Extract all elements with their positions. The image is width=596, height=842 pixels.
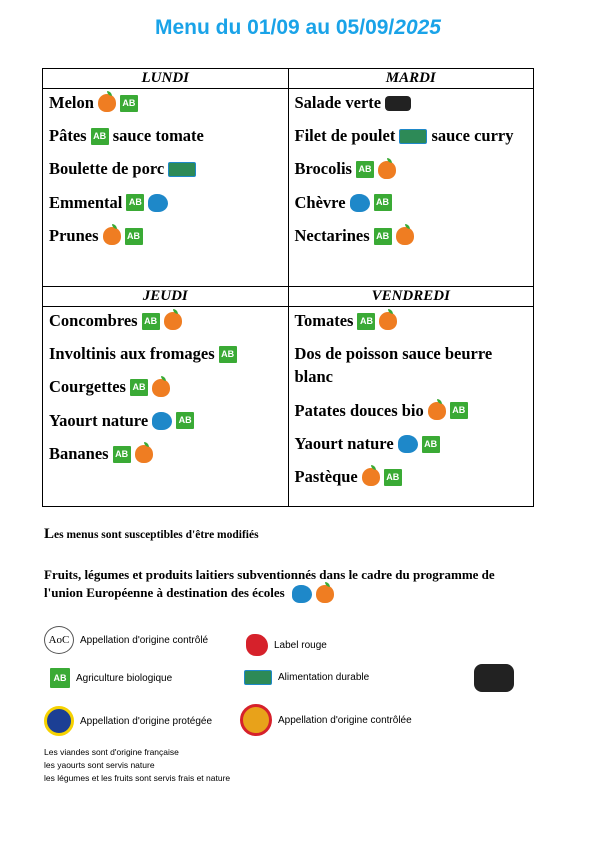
title-dates: Menu du 01/09 au 05/09/	[155, 16, 395, 39]
legend-aoc2: Appellation d'origine contrôlée	[240, 704, 412, 736]
menu-item: Filet de poulet sauce curry	[294, 126, 514, 146]
menu-item: Boulette de porc	[49, 157, 282, 180]
ab-icon: AB	[384, 469, 402, 486]
fruit-icon	[362, 468, 380, 486]
menu-item: Chèvre AB	[295, 191, 528, 214]
menu-item: Melon AB	[49, 91, 282, 114]
menu-item: Pâtes AB sauce tomate	[49, 126, 204, 146]
fruit-icon	[164, 312, 182, 330]
fruit-icon	[152, 379, 170, 397]
local-product-icon	[385, 96, 411, 111]
fruit-icon	[379, 312, 397, 330]
ab-icon: AB	[91, 128, 109, 145]
ab-icon: AB	[422, 436, 440, 453]
durable-icon	[168, 162, 196, 177]
durable-icon	[399, 129, 427, 144]
aoc-seal-icon	[240, 704, 272, 736]
footer-notes: Les viandes sont d'origine française les yaourts sont servis nature les légumes et les fruits sont servis frais et nature	[44, 747, 231, 783]
fruit-icon	[98, 94, 116, 112]
ab-icon: AB	[219, 346, 237, 363]
menu-item: Yaourt nature AB	[49, 409, 282, 432]
fruit-icon	[103, 227, 121, 245]
ab-icon: AB	[374, 194, 392, 211]
day-header-lundi: LUNDI	[43, 69, 289, 89]
menu-item: Brocolis AB	[295, 157, 528, 180]
ab-icon: AB	[176, 412, 194, 429]
day-cell-lundi	[43, 89, 288, 261]
day-header-vendredi: VENDREDI	[288, 287, 534, 307]
menu-item: Dos de poisson sauce beurre blanc	[294, 344, 493, 387]
aoc-icon: AoC	[44, 626, 74, 654]
legend-durable: Alimentation durable	[244, 670, 369, 685]
ab-icon: AB	[125, 228, 143, 245]
fruit-icon	[135, 445, 153, 463]
ab-icon: AB	[126, 194, 144, 211]
legend-label-rouge: Label rouge	[246, 634, 327, 656]
ab-icon: AB	[142, 313, 160, 330]
day-header-jeudi: JEUDI	[43, 287, 289, 307]
menu-table	[42, 68, 534, 507]
menu-item: Prunes AB	[49, 224, 282, 247]
ab-icon: AB	[113, 446, 131, 463]
fruit-icon	[396, 227, 414, 245]
menu-item: Salade verte	[295, 91, 528, 114]
day-cell-vendredi	[289, 307, 534, 502]
menu-item: Yaourt nature AB	[295, 432, 528, 455]
aop-icon	[44, 706, 74, 736]
ab-icon: AB	[130, 379, 148, 396]
legend-aoc: AoC Appellation d'origine contrôlé	[44, 626, 208, 654]
day-header-mardi: MARDI	[288, 69, 534, 89]
ab-icon: AB	[120, 95, 138, 112]
durable-icon	[244, 670, 272, 685]
menu-item: Tomates AB	[295, 309, 528, 332]
page-title	[0, 16, 596, 40]
ab-icon: AB	[50, 668, 70, 688]
fruit-icon	[316, 585, 334, 603]
fruit-icon	[378, 161, 396, 179]
menu-change-notice: Les menus sont susceptibles d'être modifiés	[44, 526, 259, 542]
menu-item: Bananes AB	[49, 442, 282, 465]
legend-local	[474, 664, 520, 692]
ab-icon: AB	[356, 161, 374, 178]
day-cell-mardi	[289, 89, 534, 261]
ab-icon: AB	[450, 402, 468, 419]
fruit-icon	[428, 402, 446, 420]
local-product-icon	[474, 664, 514, 692]
menu-item: Concombres AB	[49, 309, 282, 332]
eu-program-text: Fruits, légumes et produits laitiers subventionnés dans le cadre du programme de l'union Européenne à destination des écoles	[44, 566, 514, 603]
menu-item: Involtinis aux fromages AB	[49, 342, 282, 365]
dairy-icon	[152, 412, 172, 430]
menu-item: Patates douces bio AB	[295, 399, 528, 422]
legend-bio: AB Agriculture biologique	[50, 668, 172, 688]
dairy-icon	[148, 194, 168, 212]
menu-item: Pastèque AB	[295, 465, 528, 488]
menu-item: Courgettes AB	[49, 375, 282, 398]
dairy-icon	[292, 585, 312, 603]
ab-icon: AB	[357, 313, 375, 330]
title-year: 2025	[394, 16, 441, 39]
day-cell-jeudi	[43, 307, 288, 479]
menu-item: Emmental AB	[49, 191, 282, 214]
menu-item: Nectarines AB	[295, 224, 528, 247]
legend-aop: Appellation d'origine protégée	[44, 706, 212, 736]
label-rouge-icon	[246, 634, 268, 656]
dairy-icon	[398, 435, 418, 453]
ab-icon: AB	[374, 228, 392, 245]
dairy-icon	[350, 194, 370, 212]
